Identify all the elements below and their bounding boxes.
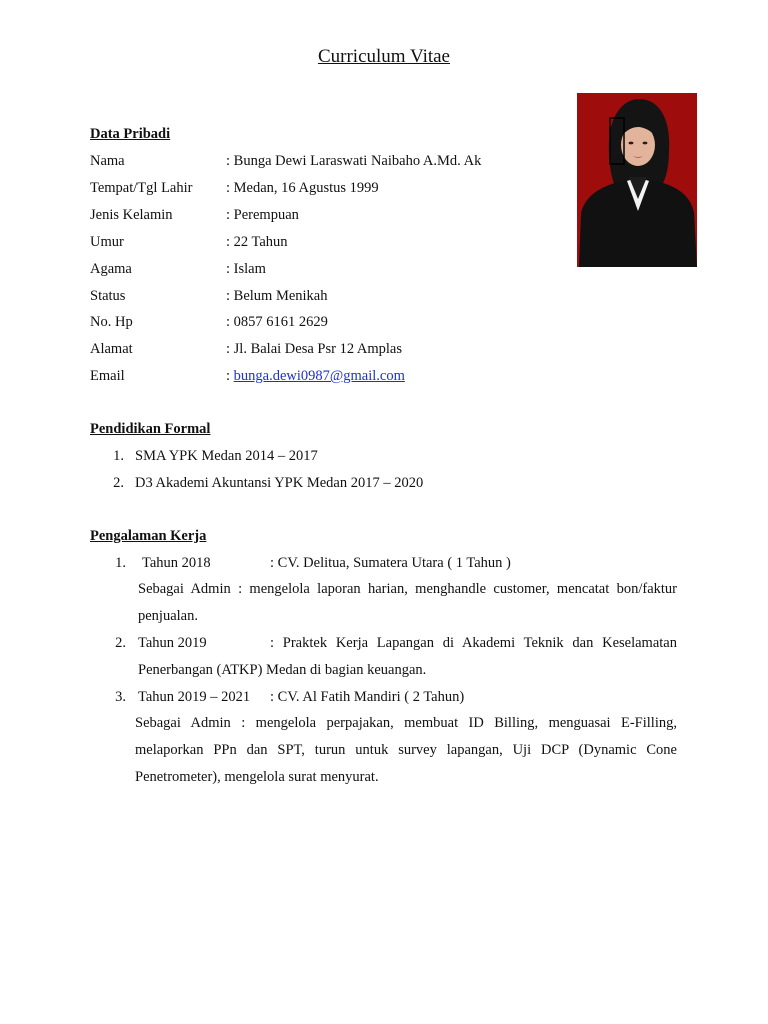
value-email xyxy=(226,368,405,385)
section-heading-experience: Pengalaman Kerja xyxy=(90,528,207,544)
value-nama: : Bunga Dewi Laraswati Naibaho A.Md. Ak xyxy=(226,153,482,169)
education-item-number: 2. xyxy=(113,475,124,491)
label-tempat-tgl-lahir: Tempat/Tgl Lahir xyxy=(90,180,193,196)
label-umur: Umur xyxy=(90,234,124,250)
value-agama: : Islam xyxy=(226,261,266,277)
experience-item-description: Sebagai Admin : mengelola perpajakan, membuat ID Billing, menguasai E-Filling, melaporkan PPn dan SPT, turun untuk survey lapangan, Uji DCP (Dynamic Cone Penetrometer), mengelola surat menyurat. xyxy=(135,715,677,785)
email-prefix: : xyxy=(226,368,234,384)
education-item-text: D3 Akademi Akuntansi YPK Medan 2017 – 2020 xyxy=(135,475,424,491)
section-heading-education: Pendidikan Formal xyxy=(90,421,211,437)
profile-photo-graphic xyxy=(577,93,697,267)
value-umur: : 22 Tahun xyxy=(226,234,288,250)
value-alamat: : Jl. Balai Desa Psr 12 Amplas xyxy=(226,341,403,357)
experience-item-place: : CV. Delitua, Sumatera Utara ( 1 Tahun ) xyxy=(270,555,511,571)
education-item-number: 1. xyxy=(113,448,124,464)
value-no-hp: : 0857 6161 2629 xyxy=(226,314,328,330)
experience-item-number: 3. xyxy=(115,689,126,705)
experience-item-year: Tahun 2018 xyxy=(142,555,211,571)
experience-item-number: 2. xyxy=(115,635,126,651)
experience-item-place: : CV. Al Fatih Mandiri ( 2 Tahun) xyxy=(270,689,465,705)
label-agama: Agama xyxy=(90,261,132,277)
email-link[interactable]: bunga.dewi0987@gmail.com xyxy=(233,368,405,384)
label-no-hp: No. Hp xyxy=(90,314,133,330)
label-alamat: Alamat xyxy=(90,341,133,357)
experience-item-description: Penerbangan (ATKP) Medan di bagian keuangan. xyxy=(138,662,427,678)
value-jenis-kelamin: : Perempuan xyxy=(226,207,299,223)
experience-item-place: : Praktek Kerja Lapangan di Akademi Teknik dan Keselamatan xyxy=(270,635,677,651)
experience-item-year: Tahun 2019 xyxy=(138,635,207,651)
education-item-text: SMA YPK Medan 2014 – 2017 xyxy=(135,448,318,464)
document-title-text: Curriculum Vitae xyxy=(317,46,450,67)
label-email: Email xyxy=(90,368,125,384)
label-status: Status xyxy=(90,288,126,304)
value-status: : Belum Menikah xyxy=(226,288,328,304)
section-heading-personal: Data Pribadi xyxy=(90,126,171,142)
value-tempat-tgl-lahir: : Medan, 16 Agustus 1999 xyxy=(226,180,379,196)
profile-photo xyxy=(577,93,697,267)
experience-item-description: Sebagai Admin : mengelola laporan harian, menghandle customer, mencatat bon/faktur penjualan. xyxy=(138,581,677,624)
experience-item-number: 1. xyxy=(115,555,126,571)
document-title xyxy=(0,46,768,68)
experience-item-year: Tahun 2019 – 2021 xyxy=(138,689,251,705)
label-jenis-kelamin: Jenis Kelamin xyxy=(90,207,173,223)
label-nama: Nama xyxy=(90,153,125,169)
